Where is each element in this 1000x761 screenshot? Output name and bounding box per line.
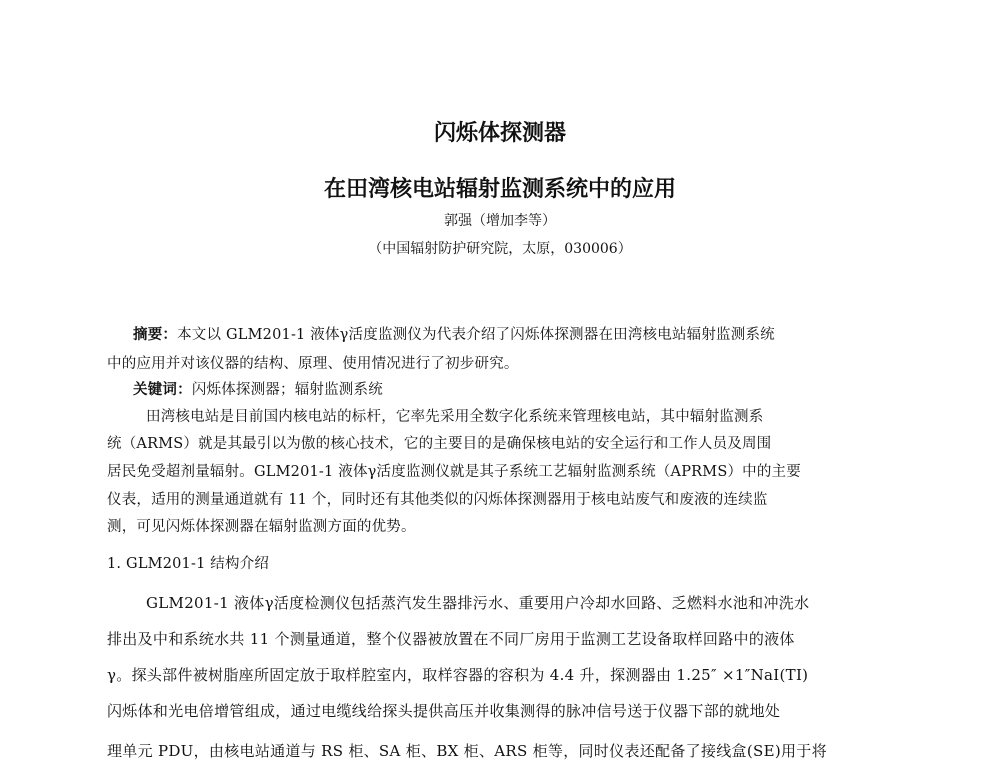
intro-line-4: 仪表，适用的测量通道就有 11 个，同时还有其他类似的闪烁体探测器用于核电站废气和废液的连续监	[107, 492, 768, 508]
abstract-text-1: 本文以 GLM201-1 液体γ活度监测仪为代表介绍了闪烁体探测器在田湾核电站辐射监测系统	[177, 327, 775, 343]
intro-line-1: 田湾核电站是目前国内核电站的标杆，它率先采用全数字化系统来管理核电站，其中辐射监测系	[146, 409, 764, 425]
section-1-heading: 1. GLM201-1 结构介绍	[107, 556, 270, 572]
abstract-line-2: 中的应用并对该仪器的结构、原理、使用情况进行了初步研究。	[107, 356, 519, 372]
paper-title-line-2: 在田湾核电站辐射监测系统中的应用	[323, 177, 676, 202]
paper-title-line-1: 闪烁体探测器	[433, 121, 566, 146]
section-1-line-5: 理单元 PDU，由核电站通道与 RS 柜、SA 柜、BX 柜、ARS 柜等，同时仪表还配备了接线盒(SE)用于将	[107, 742, 827, 760]
intro-line-5: 测，可见闪烁体探测器在辐射监测方面的优势。	[107, 519, 416, 535]
intro-line-3: 居民免受超剂量辐射。GLM201-1 液体γ活度监测仪就是其子系统工艺辐射监测系统（APRMS）中的主要	[107, 464, 801, 480]
affiliation: （中国辐射防护研究院，太原，030006）	[368, 241, 632, 257]
abstract-label: 摘要：	[133, 327, 178, 343]
section-1-line-4: 闪烁体和光电倍增管组成，通过电缆线给探头提供高压并收集测得的脉冲信号送于仪器下部的就地处	[107, 702, 781, 720]
section-1-line-3: γ。探头部件被树脂座所固定放于取样腔室内，取样容器的容积为 4.4 升，探测器由 1.25″ ×1″NaI(TI)	[107, 666, 809, 684]
section-1-line-1: GLM201-1 液体γ活度检测仪包括蒸汽发生器排污水、重要用户冷却水回路、乏燃料水池和冲洗水	[146, 594, 810, 612]
keywords-text: 闪烁体探测器；辐射监测系统	[191, 382, 383, 398]
author: 郭强（增加李等）	[444, 213, 556, 229]
keywords-label: 关键词：	[133, 382, 192, 398]
abstract-line-1	[133, 323, 775, 344]
section-1-line-2: 排出及中和系统水共 11 个测量通道，整个仪器被放置在不同厂房用于监测工艺设备取样回路中的液体	[107, 630, 795, 648]
keywords-line	[133, 378, 383, 399]
intro-line-2: 统（ARMS）就是其最引以为傲的核心技术，它的主要目的是确保核电站的安全运行和工作人员及周围	[107, 436, 772, 452]
